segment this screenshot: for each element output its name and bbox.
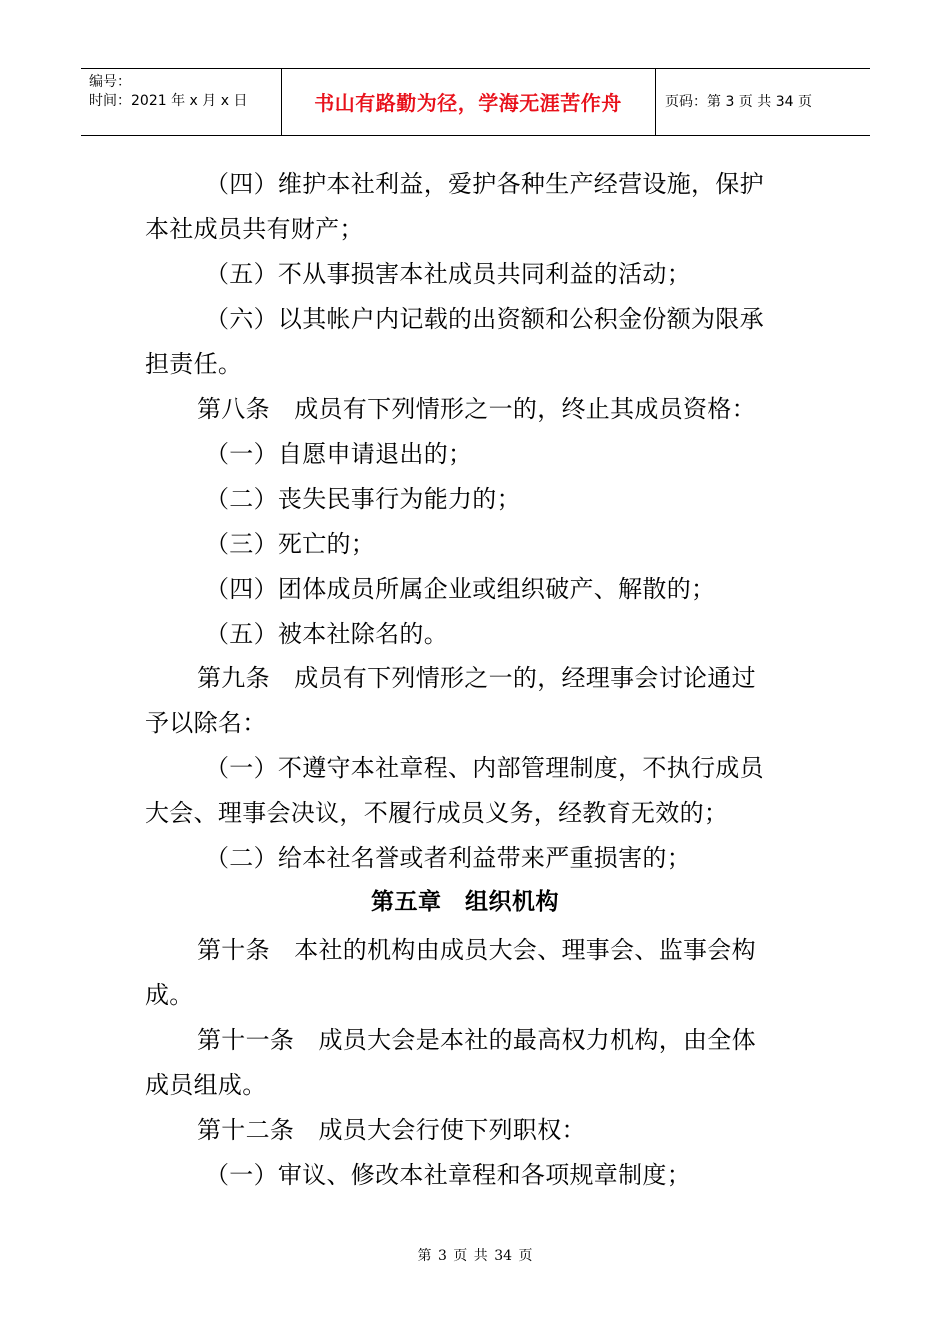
body-line: 成员组成。 bbox=[145, 1071, 267, 1099]
article-line: 第十二条 成员大会行使下列职权： bbox=[197, 1116, 586, 1144]
body-line: 大会、理事会决议，不履行成员义务，经教育无效的； bbox=[145, 799, 729, 827]
body-line: （一）审议、修改本社章程和各项规章制度； bbox=[205, 1161, 691, 1189]
body-line: （一）自愿申请退出的； bbox=[205, 440, 473, 468]
body-line: （一）不遵守本社章程、内部管理制度，不执行成员 bbox=[205, 754, 764, 782]
header-page-info: 页码：第 3 页 共 34 页 bbox=[665, 94, 812, 110]
header-motto: 书山有路勤为径，学海无涯苦作舟 bbox=[314, 91, 622, 115]
body-line: （四）团体成员所属企业或组织破产、解散的； bbox=[205, 575, 716, 603]
body-line: 担责任。 bbox=[145, 350, 243, 378]
header-meta bbox=[89, 73, 247, 111]
article-line: 第九条 成员有下列情形之一的，经理事会讨论通过 bbox=[197, 664, 756, 692]
document-number-label: 编号： bbox=[89, 74, 131, 90]
document-time-label: 时间：2021 年 x 月 x 日 bbox=[89, 93, 248, 109]
body-line: （二）给本社名誉或者利益带来严重损害的； bbox=[205, 844, 691, 872]
chapter-title: 第五章 组织机构 bbox=[371, 889, 559, 915]
body-line: （五）被本社除名的。 bbox=[205, 620, 448, 648]
article-line: 第八条 成员有下列情形之一的，终止其成员资格： bbox=[197, 395, 756, 423]
document-header bbox=[81, 68, 870, 136]
body-line: 本社成员共有财产； bbox=[145, 215, 364, 243]
body-line: （二）丧失民事行为能力的； bbox=[205, 485, 521, 513]
header-divider bbox=[655, 69, 656, 135]
body-line: （六）以其帐户内记载的出资额和公积金份额为限承 bbox=[205, 305, 764, 333]
body-line: （四）维护本社利益，爱护各种生产经营设施，保护 bbox=[205, 170, 764, 198]
article-line: 第十条 本社的机构由成员大会、理事会、监事会构 bbox=[197, 936, 756, 964]
body-line: 成。 bbox=[145, 981, 194, 1009]
body-line: 予以除名： bbox=[145, 709, 267, 737]
body-line: （五）不从事损害本社成员共同利益的活动； bbox=[205, 260, 691, 288]
page-footer: 第 3 页 共 34 页 bbox=[417, 1248, 533, 1264]
body-line: （三）死亡的； bbox=[205, 530, 376, 558]
article-line: 第十一条 成员大会是本社的最高权力机构，由全体 bbox=[197, 1026, 756, 1054]
